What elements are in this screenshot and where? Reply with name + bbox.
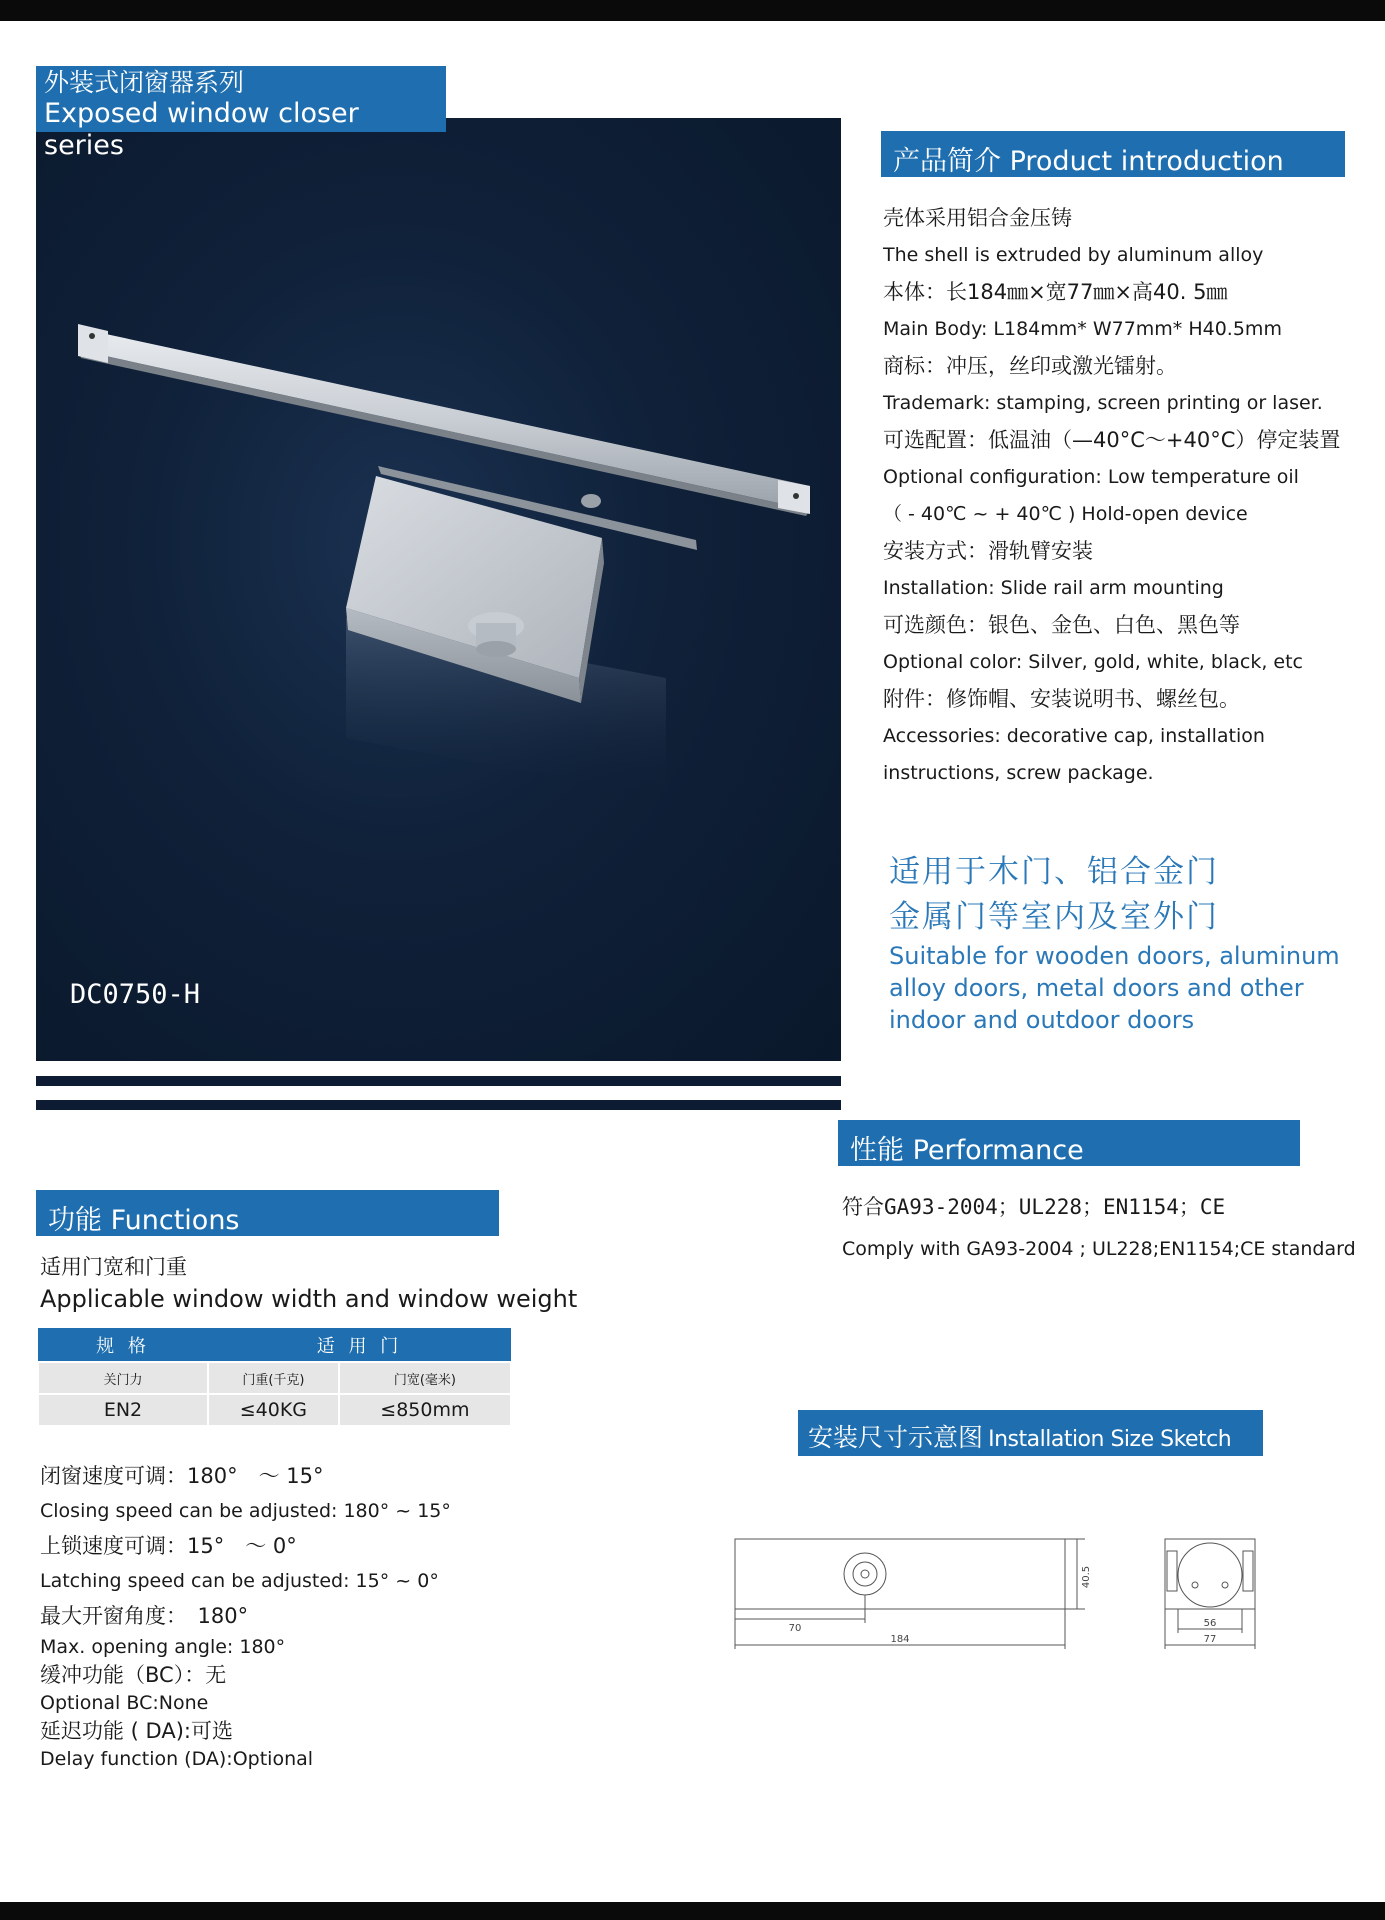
table-header-row: [38, 1328, 511, 1362]
divider-rule-2: [36, 1100, 841, 1110]
dim-offset-label: 70: [788, 1623, 802, 1634]
screw-hole-right: [793, 493, 799, 499]
front-view-spindle-outer: [844, 1553, 886, 1595]
table-header-door: 适 用 门: [208, 1328, 511, 1362]
product-photo: [36, 118, 841, 1061]
intro-line-en: Installation: Slide rail arm mounting: [883, 577, 1224, 599]
installation-sketch-header: [798, 1410, 1263, 1456]
table-cell: 门重(千克): [208, 1362, 339, 1394]
functions-header-en: Functions: [110, 1205, 240, 1236]
intro-line-en: Trademark: stamping, screen printing or laser.: [883, 392, 1323, 414]
table-cell: ≤850mm: [339, 1394, 511, 1426]
intro-line-zh: 附件：修饰帽、安装说明书、螺丝包。: [883, 687, 1240, 711]
suitable-en-line: indoor and outdoor doors: [889, 1006, 1195, 1034]
screw-hole-left: [89, 333, 95, 339]
pinion-base: [476, 641, 516, 657]
side-view-screw: [1222, 1582, 1228, 1588]
functions-subtitle: [40, 1252, 600, 1316]
model-code: DC0750-H: [70, 979, 201, 1010]
performance-zh: 符合GA93-2004；UL228；EN1154；CE: [842, 1195, 1226, 1219]
intro-line-zh: 壳体采用铝合金压铸: [883, 206, 1072, 230]
table-row: [38, 1394, 511, 1426]
intro-line-en: instructions, screw package.: [883, 762, 1154, 784]
functions-sub-zh: 适用门宽和门重: [40, 1255, 187, 1279]
divider-rule-1: [36, 1076, 841, 1086]
dim-height-label: 40.5: [1081, 1565, 1092, 1589]
intro-line-zh: 可选配置：低温油（—40°C～+40°C）停定装置: [883, 428, 1341, 452]
product-introduction-header: [881, 131, 1345, 177]
param-zh: 最大开窗角度： 180°: [40, 1604, 249, 1628]
functions-header: [36, 1190, 499, 1236]
functions-header-zh: 功能: [48, 1205, 102, 1236]
performance-text: [842, 1190, 1362, 1264]
side-view-spindle: [1178, 1543, 1242, 1607]
series-title-zh: 外装式闭窗器系列: [44, 68, 245, 97]
intro-line-en: （ - 40℃ ~ + 40℃ ) Hold-open device: [883, 503, 1248, 525]
series-title-en: Exposed window closer series: [44, 98, 359, 161]
front-view-spindle-inner: [853, 1562, 877, 1586]
table-row: [38, 1362, 511, 1394]
table-cell: EN2: [38, 1394, 208, 1426]
product-introduction-text: [883, 200, 1383, 792]
intro-line-zh: 可选颜色：银色、金色、白色、黑色等: [883, 613, 1240, 637]
intro-line-zh: 商标：冲压，丝印或激光镭射。: [883, 354, 1177, 378]
side-view-bracket-left: [1167, 1551, 1177, 1591]
param-zh: 延迟功能 ( DA):可选: [40, 1719, 233, 1743]
front-view-spindle-core: [861, 1570, 869, 1578]
product-introduction-header-zh: 产品简介: [893, 146, 1001, 177]
param-zh: 上锁速度可调：15° ～ 0°: [40, 1534, 297, 1558]
dim-length-label: 184: [890, 1634, 910, 1645]
intro-line-en: The shell is extruded by aluminum alloy: [883, 244, 1264, 266]
intro-line-en: Optional color: Silver, gold, white, black, etc: [883, 651, 1303, 673]
top-black-bar: [0, 0, 1385, 21]
function-parameters: [40, 1458, 600, 1772]
performance-header-zh: 性能: [850, 1135, 904, 1166]
front-view-body: [735, 1539, 1065, 1609]
intro-line-en: Optional configuration: Low temperature oil: [883, 466, 1299, 488]
door-closer-illustration: [36, 118, 841, 1061]
side-view-screw: [1192, 1582, 1198, 1588]
functions-sub-en: Applicable window width and window weight: [40, 1285, 578, 1313]
dim-width-label: 77: [1203, 1634, 1217, 1645]
table-cell: 门宽(毫米): [339, 1362, 511, 1394]
product-introduction-header-en: Product introduction: [1009, 146, 1284, 177]
param-zh: 闭窗速度可调：180° ～ 15°: [40, 1464, 324, 1488]
intro-line-zh: 本体：长184㎜×宽77㎜×高40. 5㎜: [883, 280, 1228, 304]
param-en: Latching speed can be adjusted: 15° ~ 0°: [40, 1570, 439, 1592]
front-view-drawing: [735, 1539, 1085, 1649]
performance-header: [838, 1120, 1300, 1166]
suitable-zh-line: 金属门等室内及室外门: [889, 899, 1219, 935]
performance-header-en: Performance: [912, 1135, 1084, 1166]
table-cell: 关门力: [38, 1362, 208, 1394]
arm-joint: [581, 494, 601, 508]
intro-line-en: Accessories: decorative cap, installation: [883, 725, 1265, 747]
slide-rail-edge: [78, 350, 810, 516]
intro-line-en: Main Body: L184mm* W77mm* H40.5mm: [883, 318, 1282, 340]
side-view-drawing: [1165, 1539, 1255, 1649]
table-cell: ≤40KG: [208, 1394, 339, 1426]
suitable-en-line: alloy doors, metal doors and other: [889, 974, 1304, 1002]
param-en: Optional BC:None: [40, 1692, 209, 1714]
performance-en: Comply with GA93-2004 ; UL228;EN1154;CE standard: [842, 1238, 1356, 1260]
suitable-en-line: Suitable for wooden doors, aluminum: [889, 942, 1340, 970]
installation-header-zh: 安装尺寸示意图: [808, 1423, 984, 1452]
param-en: Delay function (DA):Optional: [40, 1748, 314, 1770]
spec-table: [37, 1328, 512, 1427]
param-zh: 缓冲功能（BC）：无: [40, 1663, 227, 1687]
table-header-spec: 规 格: [38, 1328, 208, 1362]
param-en: Max. opening angle: 180°: [40, 1636, 286, 1658]
param-en: Closing speed can be adjusted: 180° ~ 15°: [40, 1500, 451, 1522]
intro-line-zh: 安装方式：滑轨臂安装: [883, 539, 1093, 563]
side-view-bracket-right: [1243, 1551, 1253, 1591]
series-title-banner: [36, 66, 446, 161]
suitable-zh-line: 适用于木门、铝合金门: [889, 854, 1219, 890]
dim-inner-label: 56: [1203, 1618, 1217, 1629]
installation-header-en: Installation Size Sketch: [988, 1427, 1232, 1452]
bottom-black-bar: [0, 1902, 1385, 1920]
suitable-doors-text: [889, 850, 1379, 1036]
installation-size-sketch: [725, 1525, 1305, 1655]
